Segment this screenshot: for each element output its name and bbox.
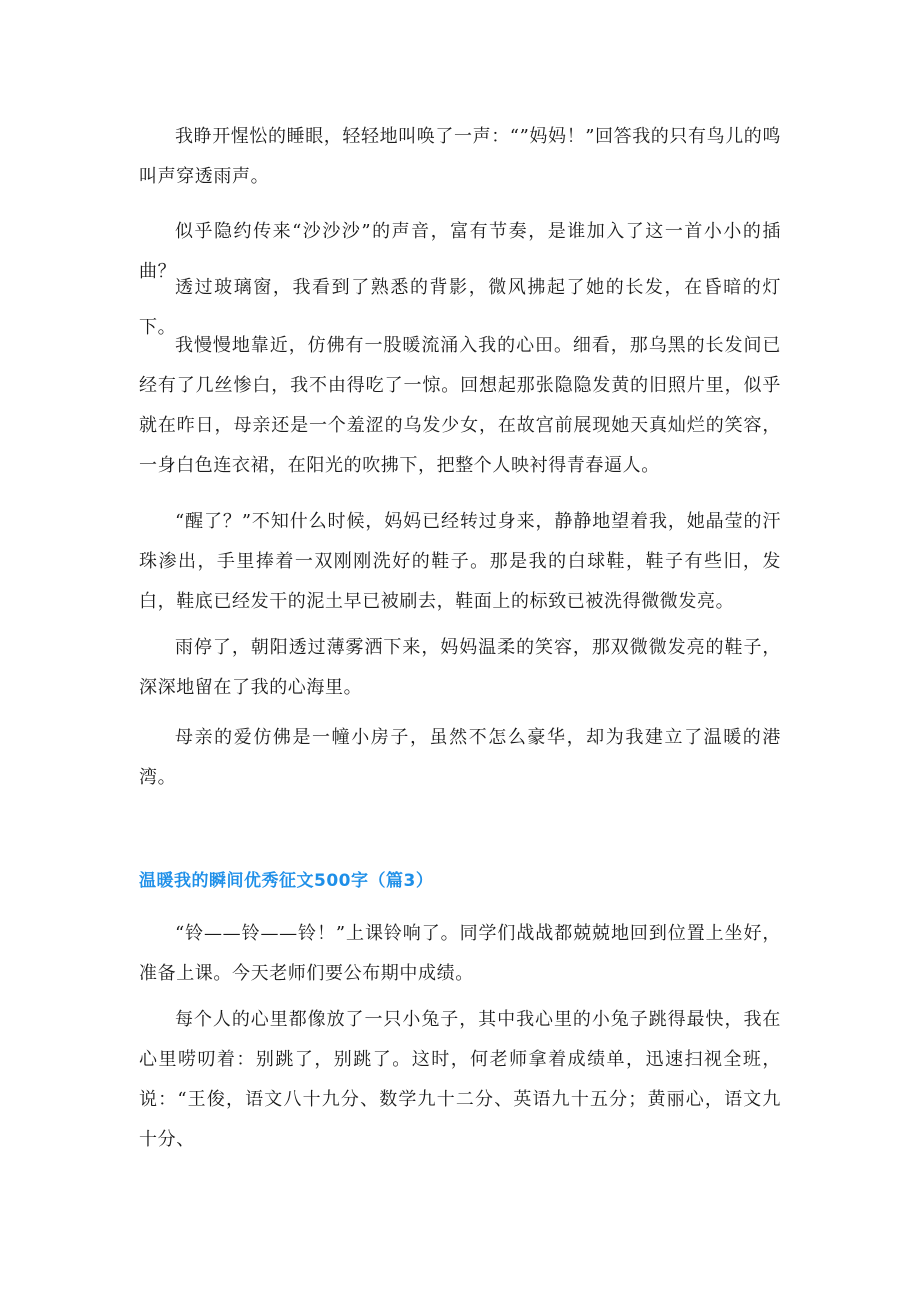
paragraph: 透过玻璃窗，我看到了熟悉的背影，微风拂起了她的长发，在昏暗的灯下。 [139,277,781,338]
paragraph: 似乎隐约传来“沙沙沙”的声音，富有节奏，是谁加入了这一首小小的插曲？ [139,221,781,282]
section-heading: 温暖我的瞬间优秀征文500字（篇3） [139,871,434,891]
paragraph: “铃——铃——铃！”上课铃响了。同学们战战都兢兢地回到位置上坐好，准备上课。今天老师们要公布期中成绩。 [139,923,781,984]
paragraph: 母亲的爱仿佛是一幢小房子，虽然不怎么豪华，却为我建立了温暖的港湾。 [139,727,781,788]
paragraph: “醒了？”不知什么时候，妈妈已经转过身来，静静地望着我，她晶莹的汗珠渗出，手里捧着一双刚刚洗好的鞋子。那是我的白球鞋，鞋子有些旧，发白，鞋底已经发干的泥土早已被刷去，鞋面上的标致已被洗得微微发亮。 [139,511,781,612]
paragraph: 雨停了，朝阳透过薄雾洒下来，妈妈温柔的笑容，那双微微发亮的鞋子，深深地留在了我的心海里。 [139,637,781,698]
paragraph: 我睁开惺忪的睡眼，轻轻地叫唤了一声：“”妈妈！”回答我的只有鸟儿的鸣叫声穿透雨声。 [139,126,782,187]
paragraph: 我慢慢地靠近，仿佛有一股暖流涌入我的心田。细看，那乌黑的长发间已经有了几丝惨白，我不由得吃了一惊。回想起那张隐隐发黄的旧照片里，似乎就在昨日，母亲还是一个羞涩的乌发少女，在故宫前展现她天真灿烂的笑容，一身白色连衣裙，在阳光的吹拂下，把整个人映衬得青春逼人。 [139,335,781,476]
paragraph: 每个人的心里都像放了一只小兔子，其中我心里的小兔子跳得最快，我在心里唠叨着：别跳了，别跳了。这时，何老师拿着成绩单，迅速扫视全班，说：“王俊，语文八十九分、数学九十二分、英语九十五分；黄丽心，语文九十分、 [139,1009,781,1150]
